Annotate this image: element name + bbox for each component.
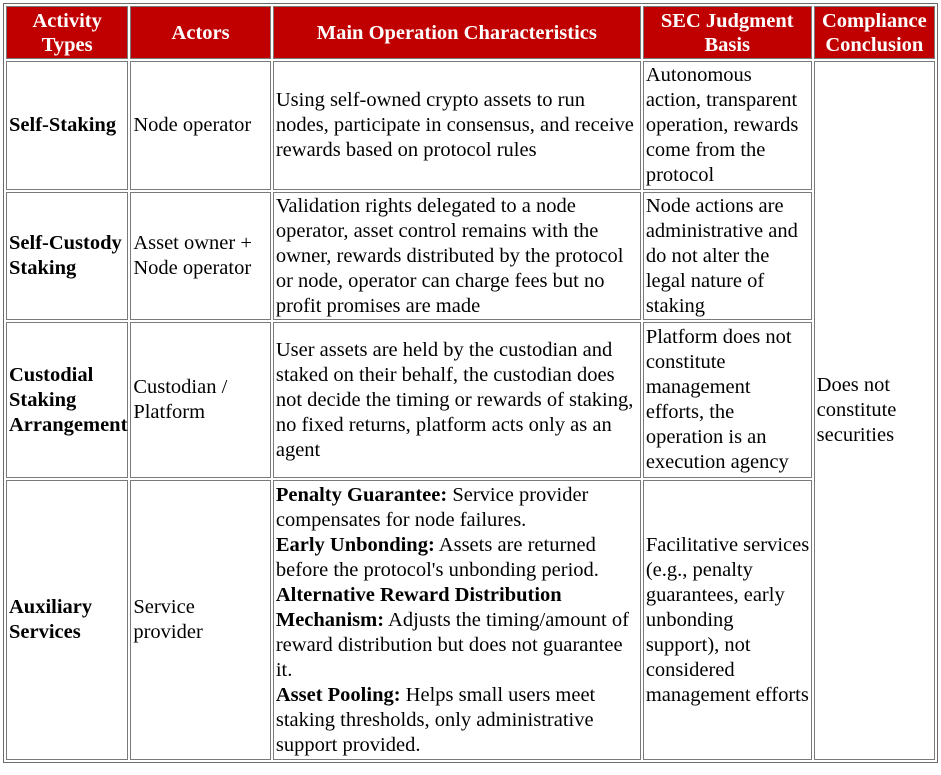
table-row (6, 480, 935, 760)
actors-cell: Custodian / Platform (130, 322, 271, 478)
service-item (276, 583, 639, 683)
table-row (6, 322, 935, 478)
header-main-operation-characteristics: Main Operation Characteristics (273, 6, 641, 59)
service-item-text: Adjusts the timing/amount of reward distribution but does not guarantee it. (275, 608, 629, 681)
service-item-text: Service provider compensates for node failures. (275, 483, 589, 531)
service-item-label: Penalty Guarantee: (275, 483, 448, 506)
service-item-label: Asset Pooling: (275, 683, 401, 706)
service-item (276, 483, 639, 533)
characteristics-cell: Validation rights delegated to a node operator, asset control remains with the owner, rewards distributed by the protocol or node, operator can charge fees but no profit promises are made (273, 192, 641, 320)
activity-type-cell: Self-Custody Staking (6, 192, 128, 320)
actors-cell: Service provider (130, 480, 271, 760)
characteristics-cell: Using self-owned crypto assets to run nodes, participate in consensus, and receive rewards based on protocol rules (273, 61, 641, 190)
sec-basis-cell: Autonomous action, transparent operation, rewards come from the protocol (643, 61, 812, 190)
staking-compliance-table-container (3, 3, 938, 763)
sec-basis-cell: Node actions are administrative and do not alter the legal nature of staking (643, 192, 812, 320)
service-item-label: Alternative Reward Distribution Mechanism: (275, 583, 562, 631)
header-row (6, 6, 935, 59)
actors-cell: Asset owner + Node operator (130, 192, 271, 320)
service-item (276, 533, 639, 583)
service-item (276, 683, 639, 758)
actors-cell: Node operator (130, 61, 271, 190)
activity-type-cell: Custodial Staking Arrangement (6, 322, 128, 478)
service-item-text: Helps small users meet staking thresholds, only administrative support provided. (275, 683, 596, 756)
header-actors: Actors (130, 6, 271, 59)
sec-basis-cell: Facilitative services (e.g., penalty guarantees, early unbonding support), not considered management efforts (643, 480, 812, 760)
header-compliance-conclusion: Compliance Conclusion (814, 6, 935, 59)
characteristics-cell (273, 480, 641, 760)
table-row (6, 192, 935, 320)
activity-type-cell: Self-Staking (6, 61, 128, 190)
staking-compliance-table (3, 3, 938, 763)
sec-basis-cell: Platform does not constitute management efforts, the operation is an execution agency (643, 322, 812, 478)
activity-type-cell: Auxiliary Services (6, 480, 128, 760)
compliance-conclusion-cell: Does not constitute securities (814, 61, 935, 760)
header-sec-judgment-basis: SEC Judgment Basis (643, 6, 812, 59)
service-item-label: Early Unbonding: (275, 533, 435, 556)
table-row (6, 61, 935, 190)
service-item-text: Assets are returned before the protocol's unbonding period. (275, 533, 599, 581)
characteristics-cell: User assets are held by the custodian and staked on their behalf, the custodian does not decide the timing or rewards of staking, no fixed returns, platform acts only as an agent (273, 322, 641, 478)
header-activity-types: Activity Types (6, 6, 128, 59)
